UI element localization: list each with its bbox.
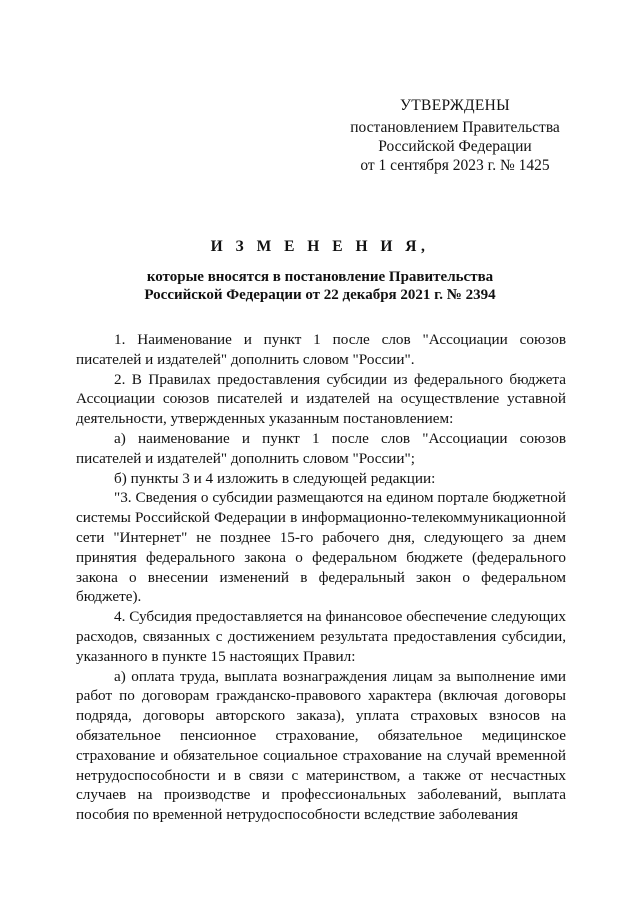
paragraph-4a: а) оплата труда, выплата вознаграждения лицам за выполнение ими работ по договорам гражданско-правового характера (включая договоры подряда, договоры авторского заказа), уплата страховых взносов на обязательное пенсионное страхование, обязательное медицинское страхование и обязательное социальное страхование на случай временной нетрудоспособности и в связи с материнством, а также от несчастных случаев на производстве и профессиональных заболеваний, выплата пособия по временной нетрудоспособности вследствие заболевания: [76, 667, 566, 824]
paragraph-1: 1. Наименование и пункт 1 после слов "Ассоциации союзов писателей и издателей" дополнить словом "России".: [76, 331, 566, 368]
document-body: [76, 330, 566, 825]
paragraph-2: 2. В Правилах предоставления субсидии из федерального бюджета Ассоциации союзов писателей и издателей на осуществление уставной деятельности, утвержденных указанным постановлением:: [76, 370, 566, 428]
subtitle-line-2: Российской Федерации от 22 декабря 2021 г. № 2394: [144, 287, 496, 303]
paragraph-2b: б) пункты 3 и 4 изложить в следующей редакции:: [114, 469, 436, 487]
paragraph-2a: а) наименование и пункт 1 после слов "Ассоциации союзов писателей и издателей" дополнить словом "России";: [76, 429, 566, 467]
document-title: И З М Е Н Е Н И Я,: [210, 238, 430, 255]
paragraph-4: 4. Субсидия предоставляется на финансовое обеспечение следующих расходов, связанных с достижением результата предоставления субсидии, указанного в пункте 15 настоящих Правил:: [76, 608, 566, 665]
approval-line-3: от 1 сентября 2023 г. № 1425: [360, 157, 550, 174]
document-subtitle: [60, 268, 580, 304]
approval-block: [330, 96, 580, 175]
paragraph-3: "3. Сведения о субсидии размещаются на едином портале бюджетной системы Российской Федерации в информационно-телекоммуникационной сети "Интернет" не позднее 15-го рабочего дня, следующего за днем принятия федерального закона о федеральном бюджете (федерального закона о внесении изменений в федеральный закон о федеральном бюджете).: [76, 489, 566, 606]
subtitle-line-1: которые вносятся в постановление Правительства: [146, 269, 494, 285]
approval-line-2: Российской Федерации: [378, 138, 532, 155]
approval-heading: УТВЕРЖДЕНЫ: [400, 97, 510, 114]
approval-line-1: постановлением Правительства: [350, 119, 560, 136]
